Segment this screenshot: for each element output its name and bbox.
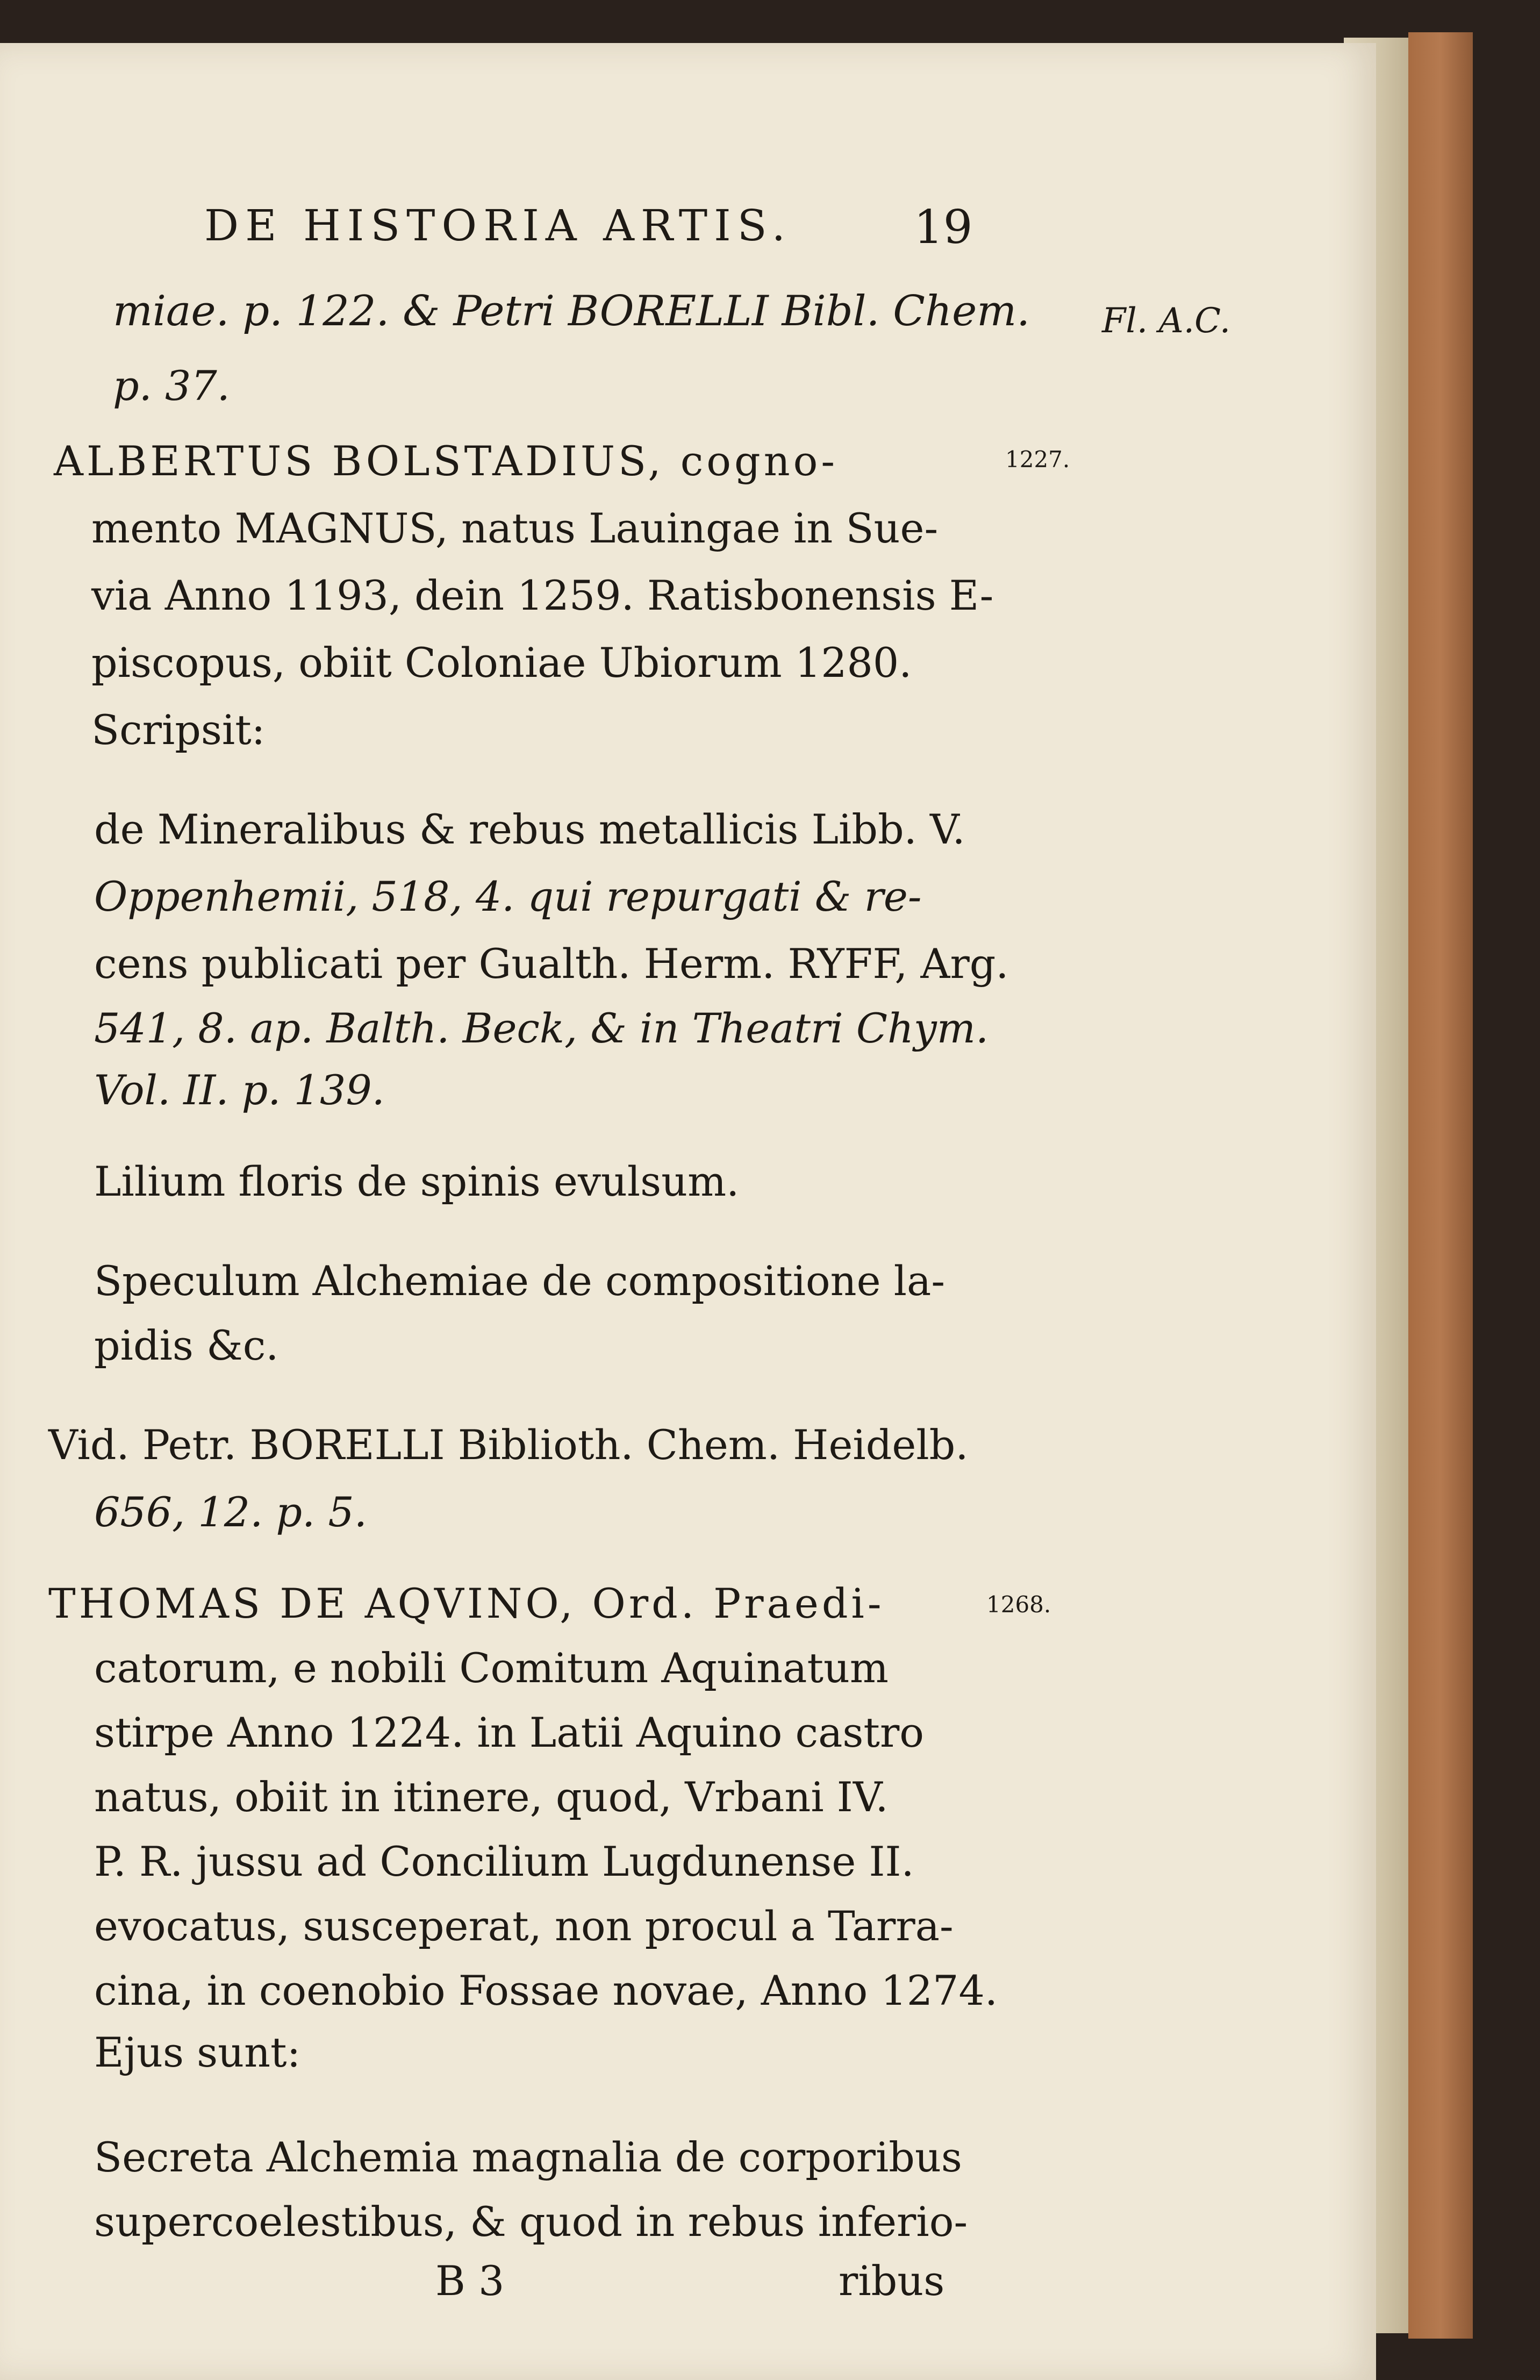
text-line: Lilium floris de spinis evulsum. <box>94 1157 740 1205</box>
text-line: THOMAS DE AQVINO, Ord. Praedi- <box>48 1579 885 1627</box>
text-line: evocatus, susceperat, non procul a Tarra- <box>94 1902 954 1950</box>
text-line: 541, 8. ap. Balth. Beck, & in Theatri Chym. <box>94 1004 989 1052</box>
text-line: via Anno 1193, dein 1259. Ratisbonensis E- <box>91 571 994 619</box>
margin-note-1268: 1268. <box>986 1591 1051 1618</box>
text-line: stirpe Anno 1224. in Latii Aquino castro <box>94 1709 925 1756</box>
text-line: supercoelestibus, & quod in rebus inferio- <box>94 2198 968 2246</box>
text-line: de Mineralibus & rebus metallicis Libb. V. <box>94 805 965 853</box>
book-page <box>0 43 1376 2380</box>
text-line: Scripsit: <box>91 706 266 754</box>
text-line: Speculum Alchemiae de compositione la- <box>94 1257 946 1305</box>
text-line: p. 37. <box>113 362 230 410</box>
text-line: cina, in coenobio Fossae novae, Anno 1274. <box>94 1967 998 2014</box>
text-line: pidis &c. <box>94 1321 279 1369</box>
text-line: catorum, e nobili Comitum Aquinatum <box>94 1644 889 1692</box>
text-line: piscopus, obiit Coloniae Ubiorum 1280. <box>91 639 912 687</box>
text-line: cens publicati per Gualth. Herm. RYFF, Arg. <box>94 940 1009 988</box>
text-line: mento MAGNUS, natus Lauingae in Sue- <box>91 504 939 552</box>
text-line: Vol. II. p. 139. <box>94 1066 385 1114</box>
margin-note-1227: 1227. <box>1005 446 1070 473</box>
text-line: natus, obiit in itinere, quod, Vrbani IV. <box>94 1773 889 1821</box>
text-line: Oppenhemii, 518, 4. qui repurgati & re- <box>94 873 922 920</box>
catchword: ribus <box>839 2257 945 2305</box>
running-head: DE HISTORIA ARTIS. <box>204 201 792 251</box>
text-line: Ejus sunt: <box>94 2028 301 2076</box>
page-number: 19 <box>914 201 973 254</box>
margin-note-fl: Fl. A.C. <box>1102 301 1231 341</box>
text-line: ALBERTUS BOLSTADIUS, cogno- <box>54 437 839 485</box>
text-line: 656, 12. p. 5. <box>94 1488 367 1536</box>
text-line: miae. p. 122. & Petri BORELLI Bibl. Chem. <box>113 287 1030 335</box>
book-cover-edge <box>1408 32 1473 2339</box>
text-line: Vid. Petr. BORELLI Biblioth. Chem. Heidelb. <box>48 1421 969 1469</box>
signature-mark: B 3 <box>435 2257 505 2305</box>
text-line: P. R. jussu ad Concilium Lugdunense II. <box>94 1838 914 1885</box>
text-line: Secreta Alchemia magnalia de corporibus <box>94 2133 962 2181</box>
